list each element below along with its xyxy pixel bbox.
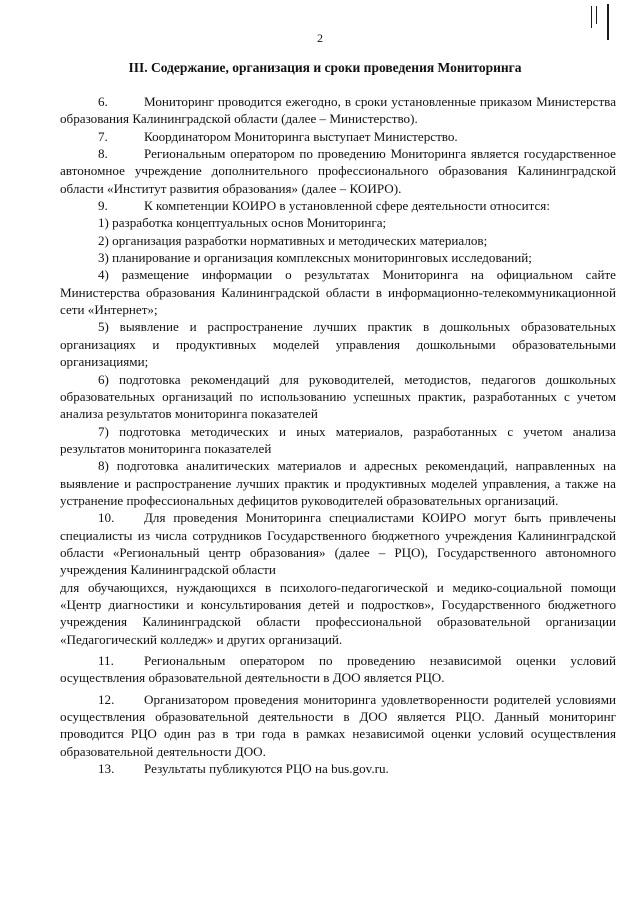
- list-item: 2) организация разработки нормативных и методических материалов;: [98, 232, 488, 248]
- paragraph-7: 7. Координатором Мониторинга выступает Министерство.: [98, 128, 458, 144]
- list-item: 5) выявление и распространение лучших практик в дошкольных образовательных организациях и продуктивных моделей управления дошкольными образовательными организациями;: [60, 319, 616, 370]
- paragraph-6: 6. Мониторинг проводится ежегодно, в сроки установленные приказом Министерства образования Калининградской области (далее – Министерство).: [60, 94, 616, 127]
- document-body: [60, 93, 616, 777]
- list-item: 4) размещение информации о результатах Мониторинга на официальном сайте Министерства образования Калининградской области в информационно-телекоммуникационной сети «Интернет»;: [60, 267, 616, 318]
- paragraph-10-continued: для обучающихся, нуждающихся в психолого-педагогической и медико-социальной помощи «Центр диагностики и консультирования детей и подростков», Государственного бюджетного учреждения Калининградской области профессиональной образовательной организации «Педагогический колледж» и других организаций.: [60, 579, 616, 647]
- section-heading: III. Содержание, организация и сроки проведения Мониторинга: [128, 60, 522, 75]
- list-item: 7) подготовка методических и иных материалов, разработанных с учетом анализа результатов мониторинга показателей: [60, 423, 616, 456]
- paragraph-10: 10. Для проведения Мониторинга специалистами КОИРО могут быть привлечены специалисты из числа сотрудников Государственного бюджетного учреждения Калининградской области «Региональный центр образования» (далее – РЦО), Государственного автономного учреждения Калининградской области: [60, 510, 616, 578]
- list-item: 6) подготовка рекомендаций для руководителей, методистов, педагогов дошкольных образовательных организаций по использованию успешных практик, разработанных с учетом анализа результатов мониторинга показателей: [60, 371, 616, 422]
- paragraph-11: 11. Региональным оператором по проведению независимой оценки условий осуществления образовательной деятельности в ДОО является РЦО.: [60, 653, 616, 686]
- paragraph-12: 12. Организатором проведения мониторинга удовлетворенности родителей условиями осуществления образовательной деятельности в ДОО является РЦО. Данный мониторинг проводится РЦО один раз в три года в рамках независимой оценки условий осуществления образовательной деятельности ДОО.: [60, 691, 616, 759]
- paragraph-8: 8. Региональным оператором по проведению Мониторинга является государственное автономное учреждение дополнительного профессионального образования Калининградской области «Институт развития образования» (далее – КОИРО).: [60, 146, 616, 196]
- paragraph-9: 9. К компетенции КОИРО в установленной сфере деятельности относится:: [98, 198, 550, 214]
- list-item: 8) подготовка аналитических материалов и адресных рекомендаций, направленных на выявление и распространение лучших практик и продуктивных моделей управления, а также на устранение профессиональных дефицитов руководителей образовательных организаций.: [60, 458, 616, 508]
- scan-mark: [596, 6, 597, 24]
- list-item: 1) разработка концептуальных основ Мониторинга;: [98, 215, 387, 231]
- scan-mark: [591, 6, 592, 28]
- paragraph-13: 13. Результаты публикуются РЦО на bus.gov.ru.: [98, 761, 389, 777]
- page-number: 2: [317, 31, 323, 45]
- list-item: 3) планирование и организация комплексных мониторинговых исследований;: [98, 250, 532, 266]
